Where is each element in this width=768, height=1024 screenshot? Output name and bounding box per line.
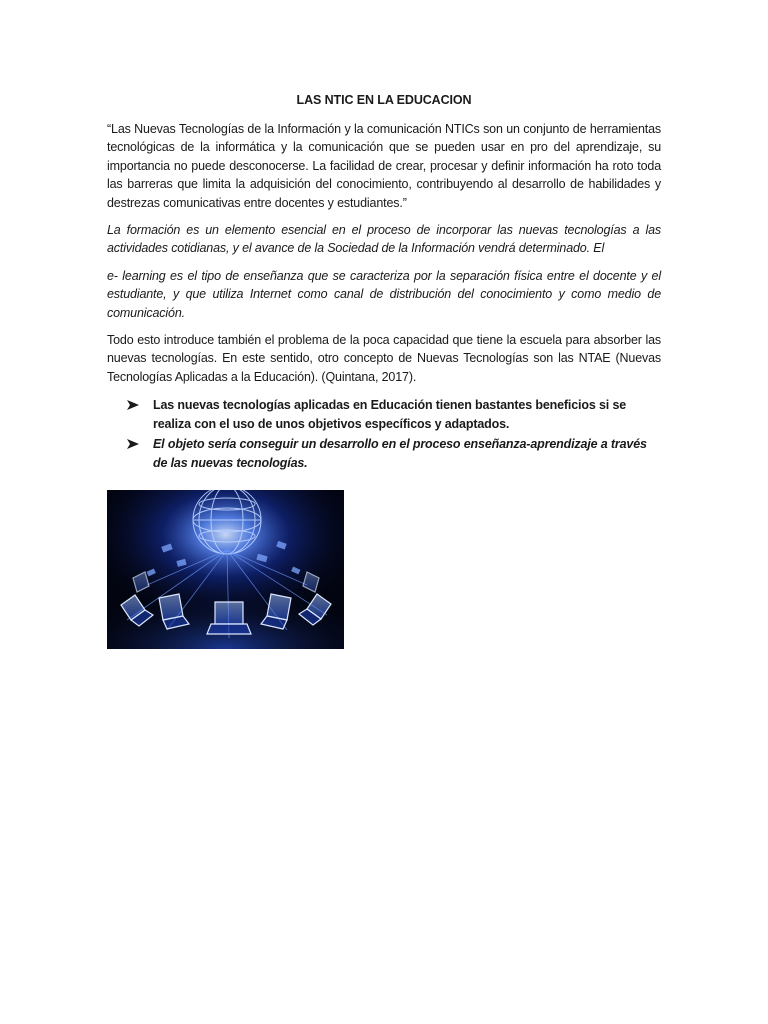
list-item	[107, 396, 661, 433]
bullet-text: Las nuevas tecnologías aplicadas en Educación tienen bastantes beneficios si se realiza con el uso de unos objetivos específicos y adaptados.	[153, 398, 627, 431]
document-page	[107, 92, 661, 474]
list-item	[107, 435, 661, 472]
arrowhead-bullet-icon	[127, 435, 141, 453]
intro-quote-paragraph: “Las Nuevas Tecnologías de la Información y la comunicación NTICs son un conjunto de herramientas tecnológicas de la informática y la comunicación que se pueden usar en pro del aprendizaje, su importancia no puede desconocerse. La facilidad de crear, procesar y definir información ha roto toda las barreras que limita la adquisición del conocimiento, contribuyendo al desarrollo de habilidades y destrezas comunicativas entre docentes y estudiantes.”	[107, 122, 661, 210]
benefits-list	[107, 396, 661, 472]
document-title: LAS NTIC EN LA EDUCACION	[296, 93, 472, 107]
ntae-paragraph: Todo esto introduce también el problema de la poca capacidad que tiene la escuela para absorber las nuevas tecnologías. En este sentido, otro concepto de Nuevas Tecnologías son las NTAE (Nuevas Tecnologías Aplicadas a la Educación). (Quintana, 2017).	[107, 333, 661, 384]
bullet-text: El objeto sería conseguir un desarrollo en el proceso enseñanza-aprendizaje a través de las nuevas tecnologías.	[153, 437, 647, 470]
arrowhead-bullet-icon	[127, 396, 141, 414]
formation-paragraph: La formación es un elemento esencial en el proceso de incorporar las nuevas tecnologías a las actividades cotidianas, y el avance de la Sociedad de la Información vendrá determinado. El	[107, 223, 661, 256]
elearning-paragraph: e- learning es el tipo de enseñanza que se caracteriza por la separación física entre el docente y el estudiante, y que utiliza Internet como canal de distribución del conocimiento y como medio de comunicación.	[107, 268, 661, 320]
globe-network-laptops-image	[107, 490, 344, 649]
